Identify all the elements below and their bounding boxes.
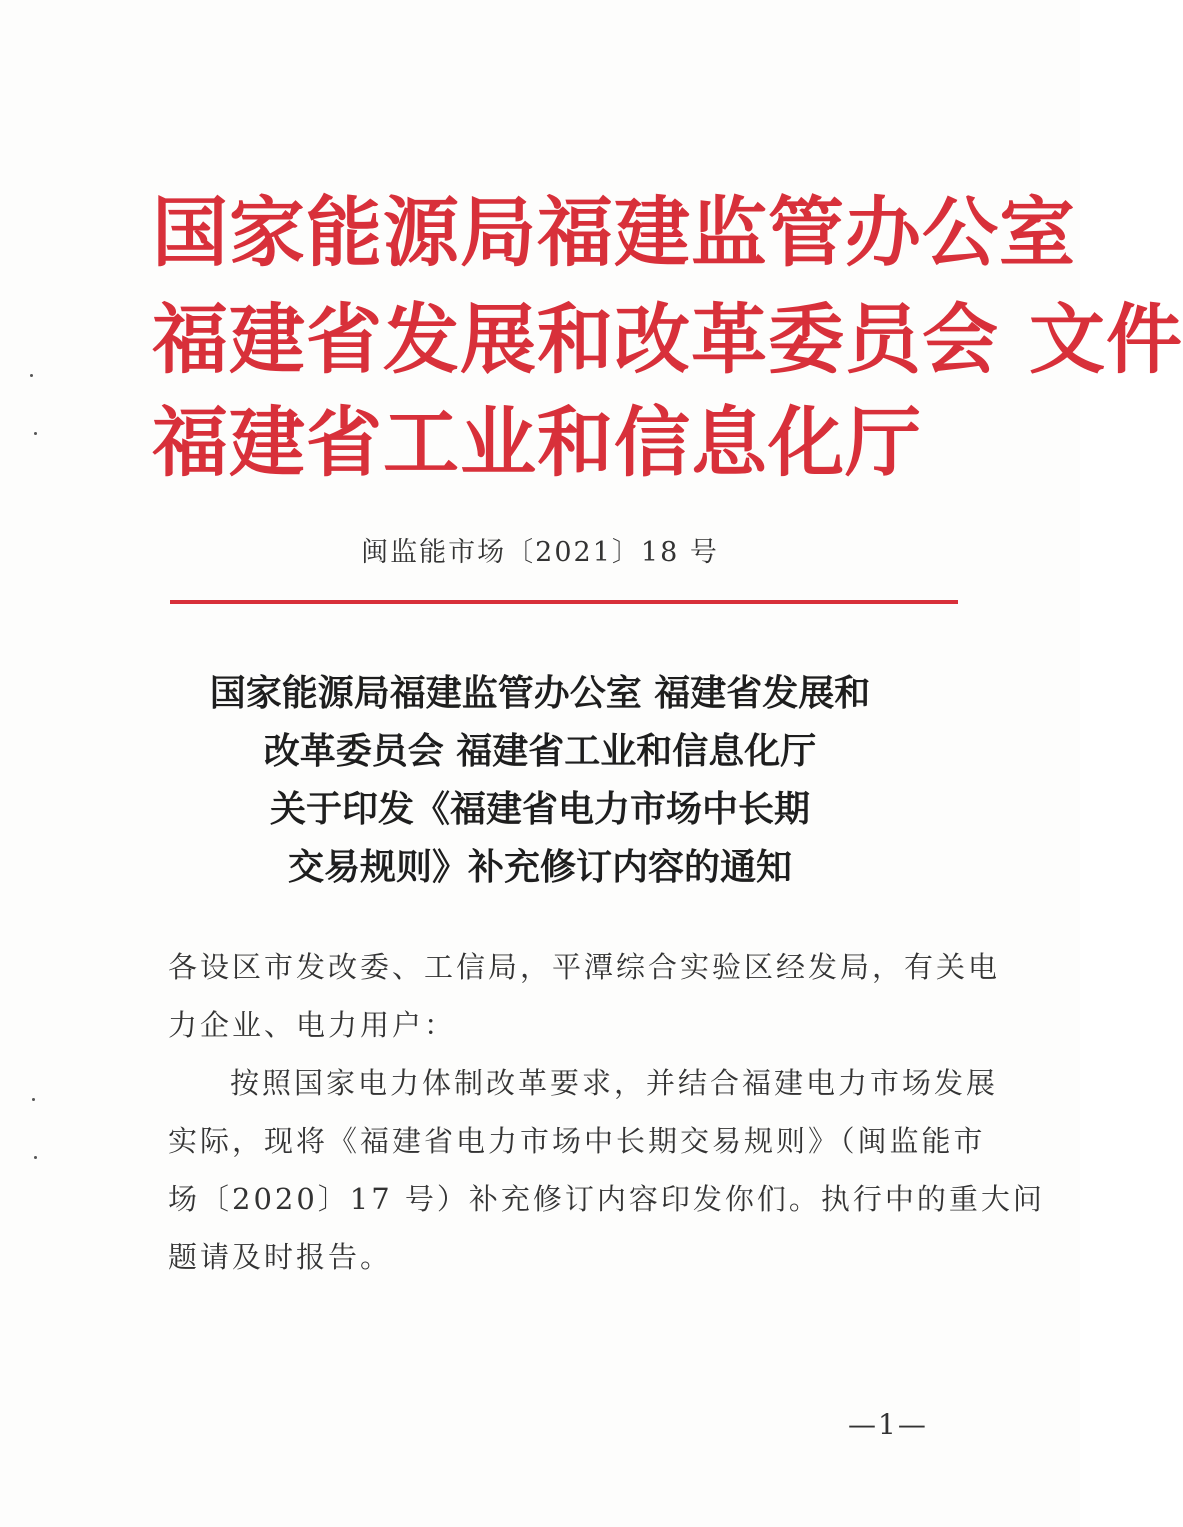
page-number: —1—	[848, 1408, 928, 1441]
document-title	[0, 665, 1080, 897]
issuer-header-line-2-text: 福建省发展和改革委员会	[152, 295, 999, 384]
title-line: 国家能源局福建监管办公室 福建省发展和	[209, 673, 871, 714]
title-line: 交易规则》补充修订内容的通知	[287, 847, 792, 888]
addressee-line: 各设区市发改委、工信局，平潭综合实验区经发局，有关电	[168, 950, 1001, 984]
issuer-header-line-3: 福建省工业和信息化厅	[152, 398, 922, 487]
body-text-line: 实际，现将《福建省电力市场中长期交易规则》（闽监能市	[168, 1124, 986, 1158]
issuer-header-line-1: 国家能源局福建监管办公室	[152, 188, 1076, 277]
document-number: 闽监能市场〔2021〕18 号	[361, 537, 719, 568]
scan-speck	[34, 1156, 37, 1159]
issuer-header-suffix: 文件	[1029, 295, 1183, 384]
body-text-line: 题请及时报告。	[168, 1240, 393, 1274]
title-line: 改革委员会 福建省工业和信息化厅	[263, 731, 817, 772]
title-line: 关于印发《福建省电力市场中长期	[269, 789, 810, 830]
body-text-line: 场〔2020〕17 号）补充修订内容印发你们。执行中的重大问	[168, 1182, 1045, 1216]
issuer-header-line-2	[152, 295, 1183, 384]
scan-speck	[32, 1098, 35, 1101]
scan-speck	[30, 374, 33, 377]
addressee-line: 力企业、电力用户：	[168, 1008, 457, 1042]
red-divider-rule	[170, 600, 958, 604]
scan-speck	[34, 432, 37, 435]
body-text-line: 按照国家电力体制改革要求，并结合福建电力市场发展	[230, 1066, 999, 1100]
document-body	[168, 938, 1045, 1286]
